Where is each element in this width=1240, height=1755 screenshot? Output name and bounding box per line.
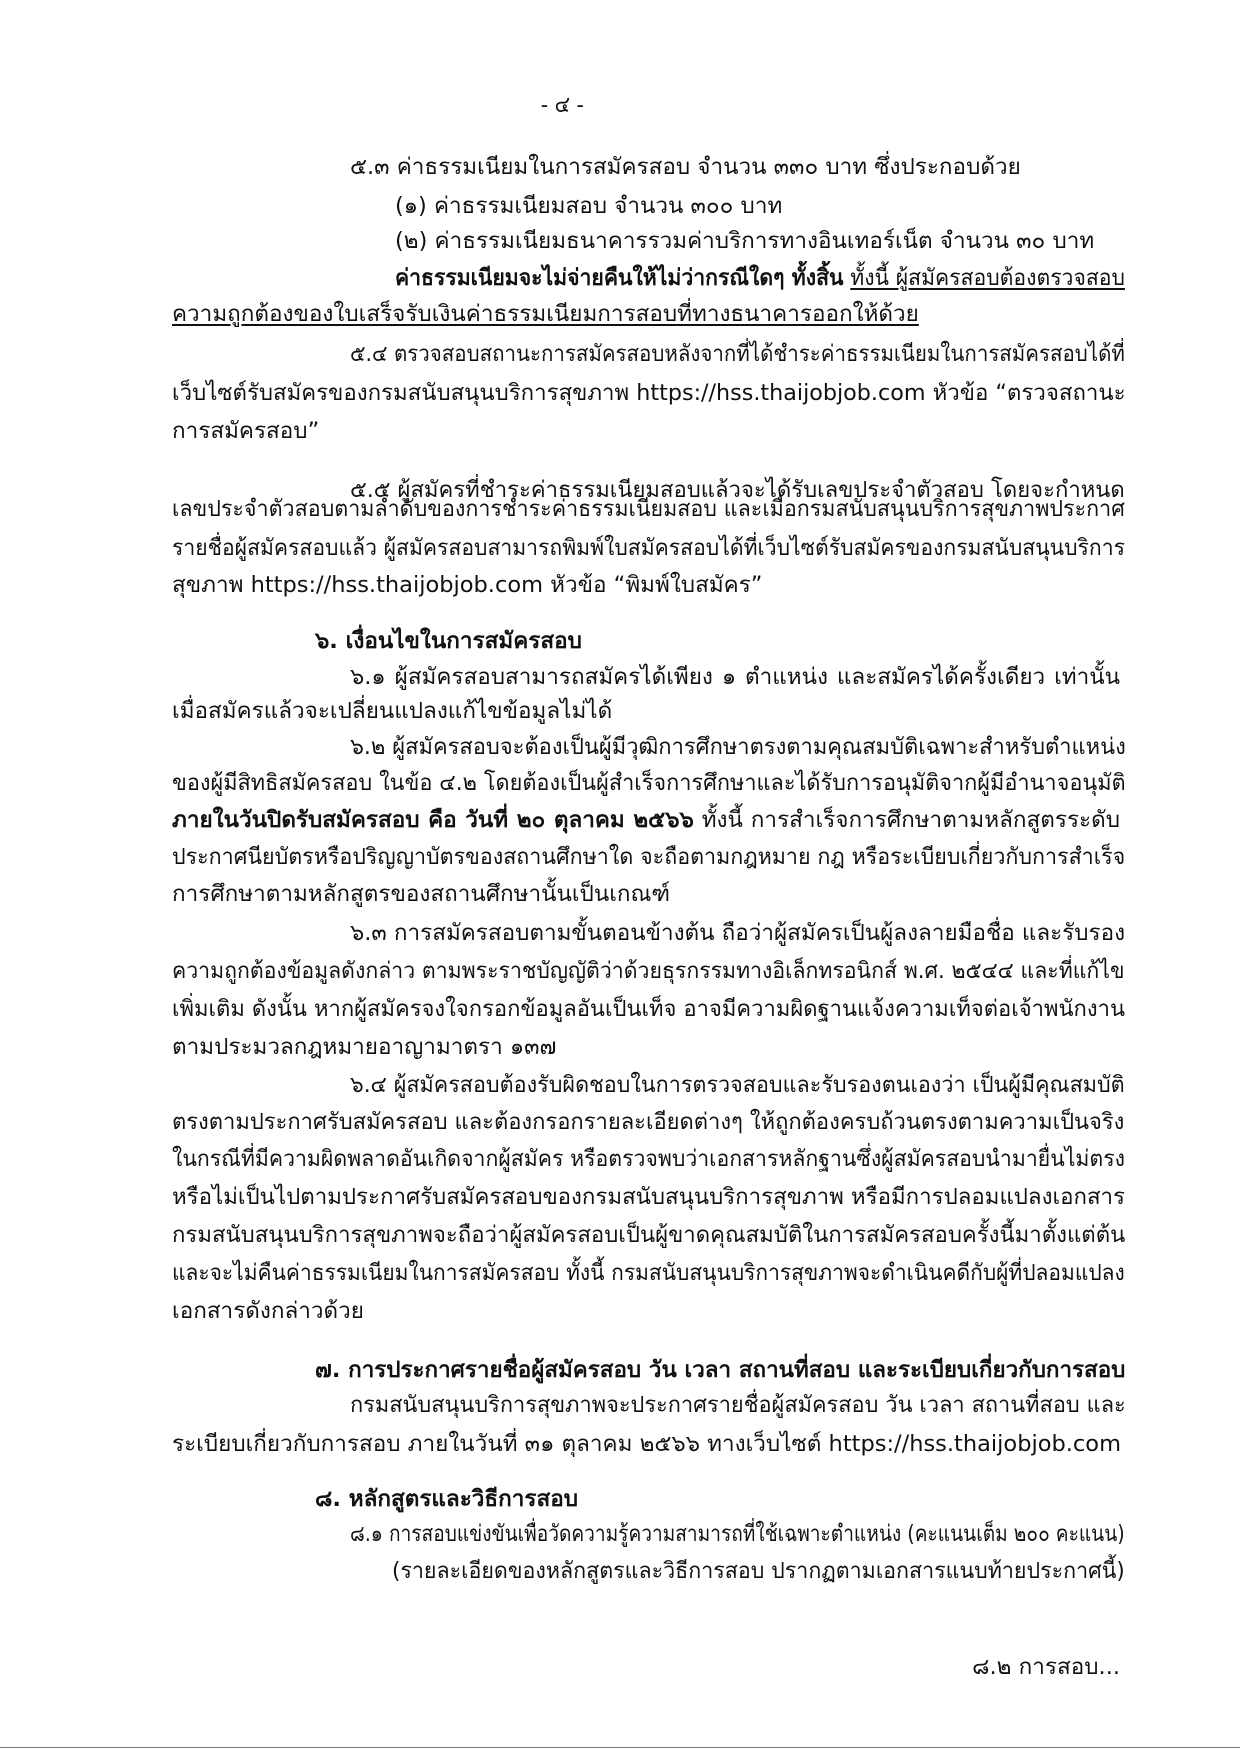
section6-heading: ๖. เงื่อนไขในการสมัครสอบ [315, 628, 582, 654]
fee-underline-note-b: ความถูกต้องของใบเสร็จรับเงินค่าธรรมเนียมการสอบที่ทางธนาคารออกให้ด้วย [172, 301, 919, 327]
continuation-marker: ๘.๒ การสอบ... [972, 1654, 1120, 1680]
s6-p2-l5: การศึกษาตามหลักสูตรของสถานศึกษานั้นเป็นเกณฑ์ [172, 881, 671, 907]
s6-p2-l3-rest: ทั้งนี้ การสำเร็จการศึกษาตามหลักสูตรระดับ [701, 807, 1121, 833]
fee-bold-note: ค่าธรรมเนียมจะไม่จ่ายคืนให้ไม่ว่ากรณีใดๆ ทั้งสิ้น [395, 265, 844, 291]
status-check-l1: ๕.๔ ตรวจสอบสถานะการสมัครสอบหลังจากที่ได้ชำระค่าธรรมเนียมในการสมัครสอบได้ที่ [350, 341, 1125, 367]
s8-l2: (รายละเอียดของหลักสูตรและวิธีการสอบ ปรากฏตามเอกสารแนบท้ายประกาศนี้) [392, 1558, 1125, 1584]
s6-p4-l2: ตรงตามประกาศรับสมัครสอบ และต้องกรอกรายละเอียดต่างๆ ให้ถูกต้องครบถ้วนตรงตามความเป็นจริง [172, 1109, 1125, 1135]
s6-p4-l5: กรมสนับสนุนบริการสุขภาพจะถือว่าผู้สมัครสอบเป็นผู้ขาดคุณสมบัติในการสมัครสอบครั้งนี้มาตั้งแต่ต้น [172, 1222, 1126, 1248]
exam-id-l2: เลขประจำตัวสอบตามลำดับของการชำระค่าธรรมเนียมสอบ และเมื่อกรมสนับสนุนบริการสุขภาพประกาศ [172, 496, 1125, 522]
s6-p3-l2: ความถูกต้องข้อมูลดังกล่าว ตามพระราชบัญญัติว่าด้วยธุรกรรมทางอิเล็กทรอนิกส์ พ.ศ. ๒๕๔๔ และที่แก้ไข [172, 958, 1125, 984]
s6-p2-l4: ประกาศนียบัตรหรือปริญญาบัตรของสถานศึกษาใด จะถือตามกฎหมาย กฎ หรือระเบียบเกี่ยวกับการสำเร็จ [172, 844, 1126, 870]
s6-p3-l1: ๖.๓ การสมัครสอบตามขั้นตอนข้างต้น ถือว่าผู้สมัครเป็นผู้ลงลายมือชื่อ และรับรอง [350, 920, 1126, 946]
fee-line-5-3: ๕.๓ ค่าธรรมเนียมในการสมัครสอบ จำนวน ๓๓๐ บาท ซึ่งประกอบด้วย [350, 154, 1021, 180]
s6-p2-l3-bold: ภายในวันปิดรับสมัครสอบ คือ วันที่ ๒๐ ตุลาคม ๒๕๖๖ [172, 807, 694, 833]
section8-heading: ๘. หลักสูตรและวิธีการสอบ [315, 1486, 579, 1512]
s8-l1: ๘.๑ การสอบแข่งขันเพื่อวัดความรู้ความสามารถที่ใช้เฉพาะตำแหน่ง (คะแนนเต็ม ๒๐๐ คะแนน) [350, 1521, 1125, 1547]
s6-p2-l1: ๖.๒ ผู้สมัครสอบจะต้องเป็นผู้มีวุฒิการศึกษาตรงตามคุณสมบัติเฉพาะสำหรับตำแหน่ง [350, 734, 1126, 760]
s6-p1-l1: ๖.๑ ผู้สมัครสอบสามารถสมัครได้เพียง ๑ ตำแหน่ง และสมัครได้ครั้งเดียว เท่านั้น [350, 664, 1120, 690]
s6-p2-l3 [172, 803, 1120, 837]
s6-p3-l3: เพิ่มเติม ดังนั้น หากผู้สมัครจงใจกรอกข้อมูลอันเป็นเท็จ อาจมีความผิดฐานแจ้งความเท็จต่อเจ้าพนักงาน [172, 996, 1126, 1022]
s7-l1: กรมสนับสนุนบริการสุขภาพจะประกาศรายชื่อผู้สมัครสอบ วัน เวลา สถานที่สอบ และ [350, 1392, 1126, 1418]
fee-note-line [395, 261, 1125, 295]
s6-p1-l2: เมื่อสมัครแล้วจะเปลี่ยนแปลงแก้ไขข้อมูลไม่ได้ [172, 698, 613, 724]
s6-p4-l6: และจะไม่คืนค่าธรรมเนียมในการสมัครสอบ ทั้งนี้ กรมสนับสนุนบริการสุขภาพจะดำเนินคดีกับผู้ที่ปลอมแปลง [172, 1260, 1125, 1286]
status-check-l2: เว็บไซต์รับสมัครของกรมสนับสนุนบริการสุขภาพ https://hss.thaijobjob.com หัวข้อ “ตรวจสถานะ [172, 380, 1126, 406]
status-check-l3: การสมัครสอบ” [172, 418, 320, 444]
exam-id-l4: สุขภาพ https://hss.thaijobjob.com หัวข้อ “พิมพ์ใบสมัคร” [172, 572, 763, 598]
section7-heading: ๗. การประกาศรายชื่อผู้สมัครสอบ วัน เวลา สถานที่สอบ และระเบียบเกี่ยวกับการสอบ [315, 1357, 1126, 1383]
fee-item-1: (๑) ค่าธรรมเนียมสอบ จำนวน ๓๐๐ บาท [395, 193, 783, 219]
fee-underline-note-a: ทั้งนี้ ผู้สมัครสอบต้องตรวจสอบ [850, 265, 1125, 291]
s6-p2-l2: ของผู้มีสิทธิสมัครสอบ ในข้อ ๔.๒ โดยต้องเป็นผู้สำเร็จการศึกษาและได้รับการอนุมัติจากผู้มีอำนาจอนุมัติ [172, 770, 1126, 796]
page-number: - ๔ - [540, 92, 584, 118]
exam-id-l3: รายชื่อผู้สมัครสอบแล้ว ผู้สมัครสอบสามารถพิมพ์ใบสมัครสอบได้ที่เว็บไซต์รับสมัครของกรมสนับสนุนบริการ [172, 535, 1125, 561]
s6-p4-l4: หรือไม่เป็นไปตามประกาศรับสมัครสอบของกรมสนับสนุนบริการสุขภาพ หรือมีการปลอมแปลงเอกสาร [172, 1184, 1126, 1210]
s6-p4-l1: ๖.๔ ผู้สมัครสอบต้องรับผิดชอบในการตรวจสอบและรับรองตนเองว่า เป็นผู้มีคุณสมบัติ [350, 1072, 1125, 1098]
s7-l2: ระเบียบเกี่ยวกับการสอบ ภายในวันที่ ๓๑ ตุลาคม ๒๕๖๖ ทางเว็บไซต์ https://hss.thaijobjob.com [172, 1431, 1121, 1457]
exam-id-l1: ๕.๕ ผู้สมัครที่ชำระค่าธรรมเนียมสอบแล้วจะได้รับเลขประจำตัวสอบ โดยจะกำหนด [350, 477, 1125, 503]
fee-item-2: (๒) ค่าธรรมเนียมธนาคารรวมค่าบริการทางอินเทอร์เน็ต จำนวน ๓๐ บาท [395, 228, 1095, 254]
s6-p3-l4: ตามประมวลกฎหมายอาญามาตรา ๑๓๗ [172, 1034, 557, 1060]
footer-rule [0, 1747, 1240, 1748]
s6-p4-l3: ในกรณีที่มีความผิดพลาดอันเกิดจากผู้สมัคร หรือตรวจพบว่าเอกสารหลักฐานซึ่งผู้สมัครสอบนำมายื่นไม่ตรง [172, 1146, 1126, 1172]
s6-p4-l7: เอกสารดังกล่าวด้วย [172, 1298, 364, 1324]
